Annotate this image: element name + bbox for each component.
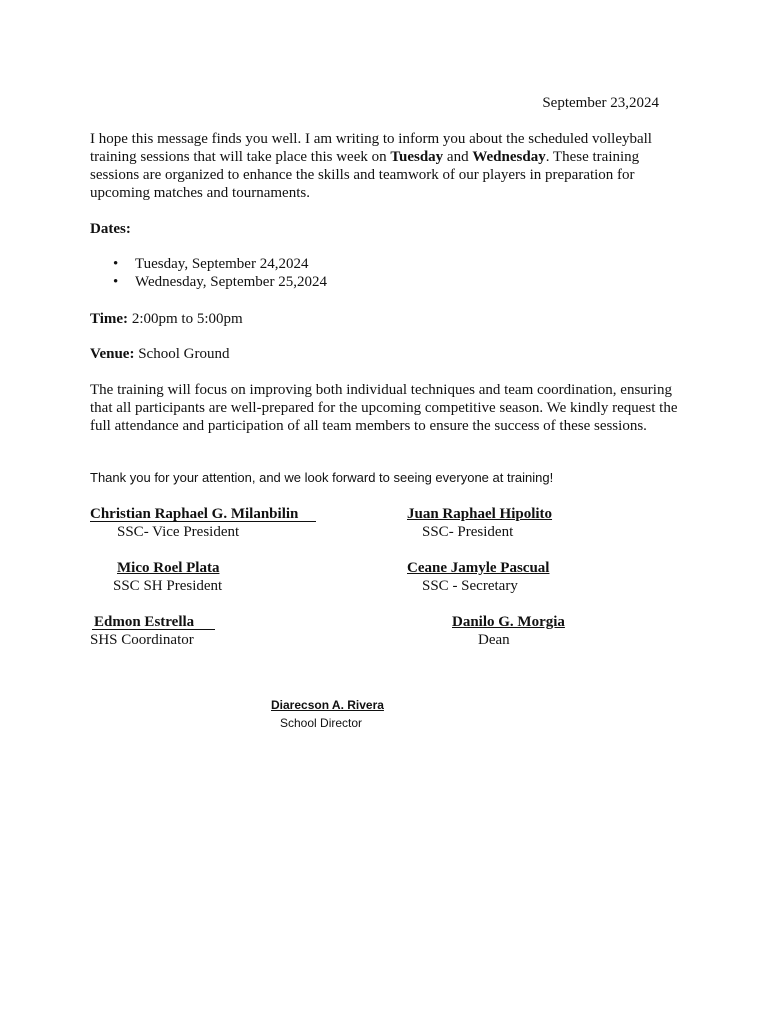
signatory-title-coordinator: SHS Coordinator — [90, 632, 194, 648]
intro-paragraph — [90, 130, 690, 202]
signatory-title-director: School Director — [280, 716, 363, 730]
intro-text-1: I hope this message finds you well. I am writing to inform you about the scheduled volleyball training sessions that will take place this week on — [90, 131, 652, 165]
signatory-name-secretary: Ceane Jamyle Pascual — [407, 560, 550, 576]
list-item: • Tuesday, September 24,2024 — [90, 255, 327, 273]
signatory-name-coordinator: Edmon Estrella — [92, 613, 215, 630]
letter-date: September 23,2024 — [542, 95, 659, 111]
signatory-title-sh-president: SSC SH President — [113, 578, 223, 594]
signatory-name-sh-president: Mico Roel Plata — [117, 560, 220, 576]
time-line — [90, 310, 243, 328]
dates-list — [90, 255, 327, 291]
dates-heading-text: Dates: — [90, 221, 131, 237]
venue-value: School Ground — [134, 346, 230, 362]
intro-text-2: . These training sessions are organized to enhance the skills and teamwork of our players in preparation for upcoming matches and tournaments. — [90, 149, 640, 201]
signatory-name-vice-president: Christian Raphael G. Milanbilin — [90, 505, 316, 522]
dates-heading — [90, 220, 131, 238]
signatory-title-secretary: SSC - Secretary — [422, 578, 518, 594]
intro-bold-tuesday: Tuesday — [390, 149, 444, 165]
intro-text-and: and — [443, 149, 473, 165]
closing-line: Thank you for your attention, and we look forward to seeing everyone at training! — [90, 470, 554, 485]
venue-line — [90, 345, 229, 363]
body-paragraph: The training will focus on improving both individual techniques and team coordination, ensuring that all participants are well-prepared for the upcoming competitive season. We kindly request the full attendance and participation of all team members to ensure the success of these sessions. — [90, 382, 678, 434]
signatory-title-president: SSC- President — [422, 524, 514, 540]
time-label: Time: — [90, 311, 129, 327]
time-value: 2:00pm to 5:00pm — [128, 311, 243, 327]
signatory-name-president: Juan Raphael Hipolito — [407, 506, 553, 522]
signatory-title-dean: Dean — [478, 632, 510, 648]
list-item: • Wednesday, September 25,2024 — [90, 273, 327, 291]
intro-bold-wednesday: Wednesday — [472, 149, 546, 165]
signatory-name-dean: Danilo G. Morgia — [452, 614, 565, 630]
signatory-name-director: Diarecson A. Rivera — [271, 698, 384, 712]
signatory-title-vice-president: SSC- Vice President — [117, 524, 240, 540]
venue-label: Venue: — [90, 346, 135, 362]
